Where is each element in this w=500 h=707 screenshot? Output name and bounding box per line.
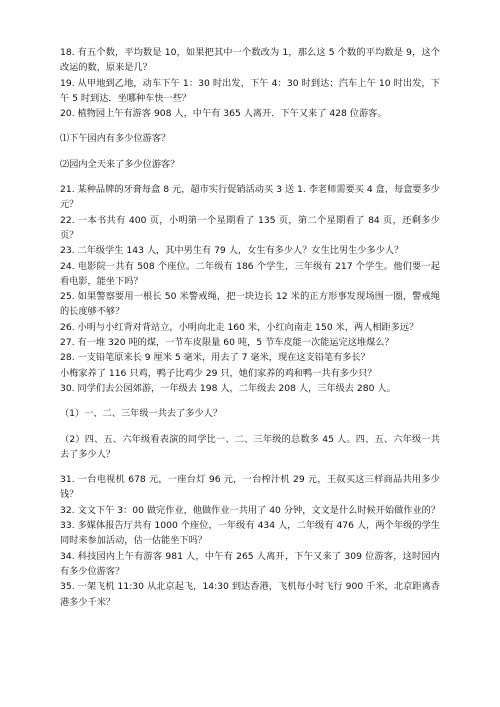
question-32: 32. 文文下午 3：00 做完作业，他做作业一共用了 40 分钟，文文是什么时候开始做作业的？ xyxy=(60,504,441,516)
question-20: 20. 植物园上午有游客 908 人，中午有 365 人离开．下午又来了 428 位游客。 xyxy=(60,108,387,120)
question-26: 26. 小明与小红背对背站立，小明向北走 160 米，小红向南走 150 米，两人相距多远？ xyxy=(60,321,419,333)
question-30: 30. 同学们去公园郊游，一年级去 198 人，二年级去 208 人，三年级去 280 人。 xyxy=(60,382,396,394)
question-22: 22. 一本书共有 400 页，小明第一个星期看了 135 页，第二个星期看了 84 页，还剩多少页？ xyxy=(60,214,440,241)
question-20-part-1: ⑴下午园内有多少位游客？ xyxy=(60,133,171,145)
question-31: 31. 一台电视机 678 元，一座台灯 96 元，一台榨汁机 29 元，王叔买这三样商品共用多少钱？ xyxy=(60,474,440,501)
question-20-part-2: ⑵园内全天来了多少位游客？ xyxy=(60,158,180,170)
worksheet-page xyxy=(60,45,440,610)
question-35: 35. 一架飞机 11:30 从北京起飞，14:30 到达香港，飞机每小时飞行 900 千米，北京距离香港多少千米？ xyxy=(60,581,440,608)
question-18: 18. 有五个数，平均数是 10，如果把其中一个数改为 1，那么这 5 个数的平均数是 9，这个改运的数，原来是几？ xyxy=(60,47,440,74)
question-33: 33. 多媒体报告厅共有 1000 个座位，一年级有 434 人，二年级有 476 人，两个年级的学生同时来参加活动，估一估能坐下吗？ xyxy=(60,520,440,547)
question-19: 19. 从甲地到乙地，动车下午 1：30 时出发，下午 4：30 时到达；汽车上午 10 时出发，下午 5 时到达．坐哪种车快一些？ xyxy=(60,77,440,104)
question-24: 24. 电影院一共有 508 个座位。二年级有 186 个学生，三年级有 217 个学生。他们要一起看电影，能坐下吗？ xyxy=(60,260,440,287)
question-34: 34. 科技园内上午有游客 981 人，中午有 265 人离开，下午又来了 309 位游客，这时园内有多少位游客？ xyxy=(60,550,440,577)
question-30-part-1: （1）一、二、三年级一共去了多少人？ xyxy=(60,408,223,420)
question-28: 28. 一支铅笔原来长 9 厘米 5 毫米，用去了 7 毫米，现在这支铅笔有多长？ xyxy=(60,352,370,364)
question-25: 25. 如果警察要用一根长 50 米警戒绳，把一块边长 12 米的正方形事发现场围一圈，警戒绳的长度够不够？ xyxy=(60,291,440,318)
question-block xyxy=(60,45,440,610)
question-23: 23. 二年级学生 143 人，其中男生有 79 人，女生有多少人？女生比男生少多少人？ xyxy=(60,245,404,257)
question-27: 27. 有一堆 320 吨的煤，一节车皮限量 60 吨，5 节车皮能一次能运完这堆煤么？ xyxy=(60,337,394,349)
question-30-part-2: （2）四、五、六年级看表演的同学比一、二、三年级的总数多 45 人。四、五、六年级一共去了多少人？ xyxy=(60,433,440,460)
question-21: 21. 某种品牌的牙膏每盒 8 元，超市实行促销活动买 3 送 1. 李老师需要买 4 盒，每盒要多少元？ xyxy=(60,184,440,211)
question-29: 小梅家养了 116 只鸡，鸭子比鸡少 29 只，她们家养的鸡和鸭一共有多少只？ xyxy=(60,367,377,379)
